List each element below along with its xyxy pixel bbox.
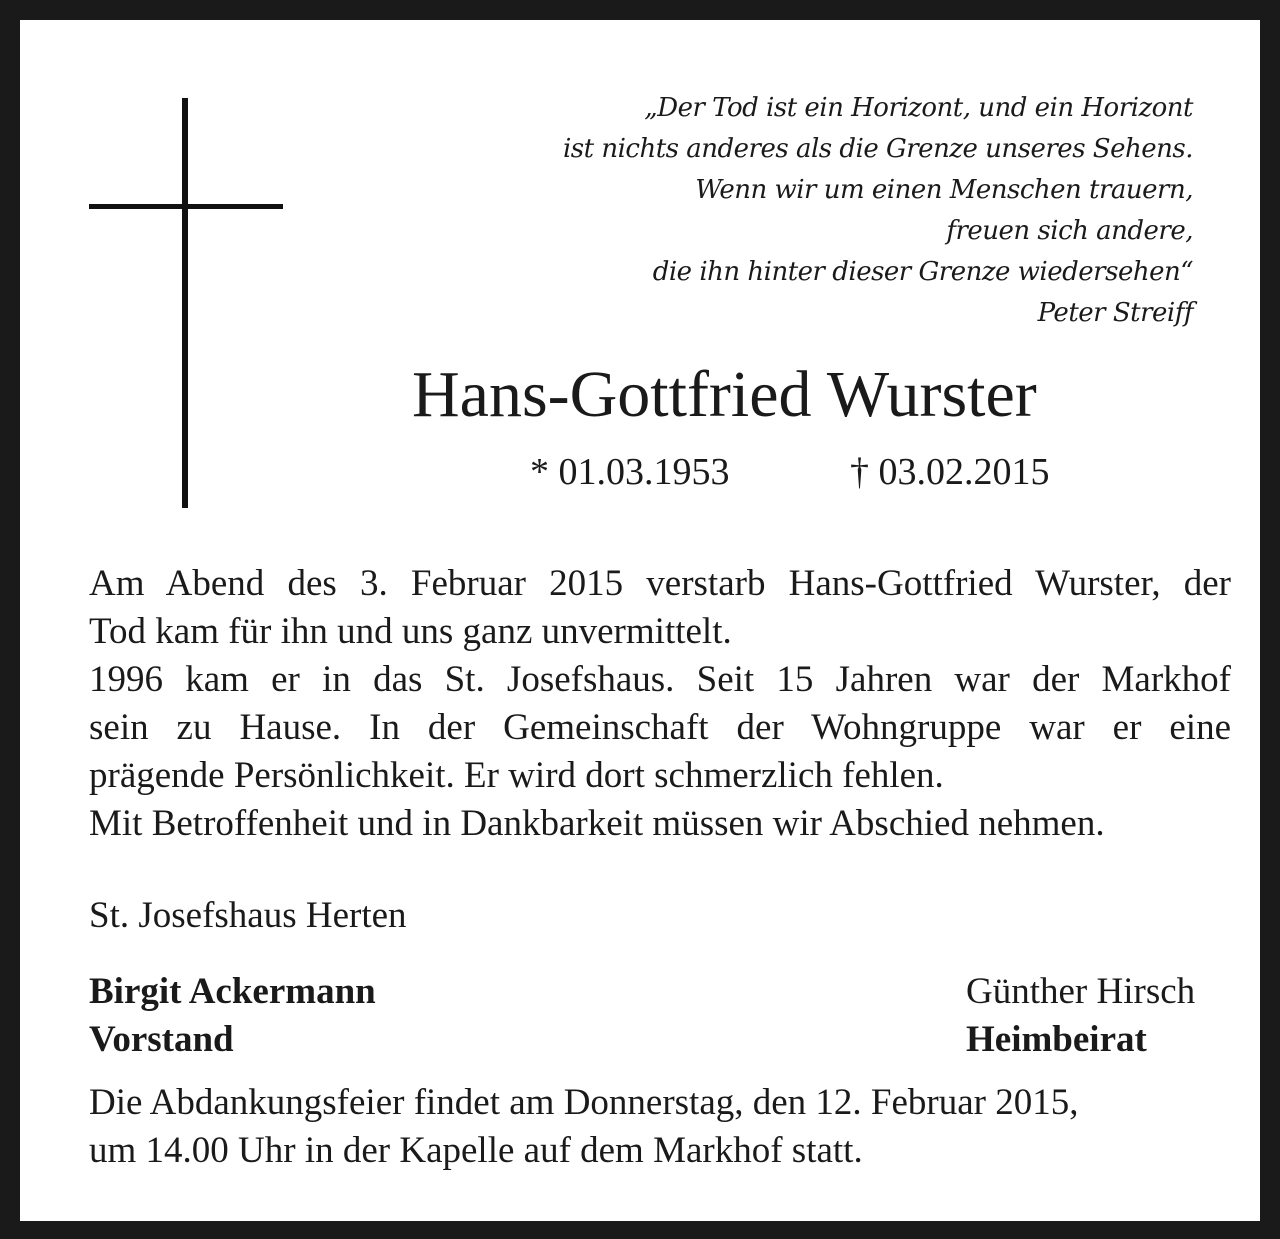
quote-line: freuen sich andere, (946, 216, 1193, 246)
signature-left (89, 968, 376, 1064)
closing-line: um 14.00 Uhr in der Kapelle auf dem Markhof statt. (89, 1130, 863, 1171)
closing-line: Die Abdankungsfeier findet am Donnerstag, den 12. Februar 2015, (89, 1082, 1079, 1123)
obituary-text (89, 560, 1231, 848)
quote-author: Peter Streiff (1037, 298, 1193, 328)
signatory-role: Vorstand (89, 1019, 234, 1060)
quote-line: ist nichts anderes als die Grenze unseres Sehens. (562, 134, 1193, 164)
signature-right (966, 968, 1195, 1064)
quote-line: „Der Tod ist ein Horizont, und ein Horizont (644, 93, 1193, 123)
cross-horizontal-bar (89, 204, 283, 209)
body-line: Am Abend des 3. Februar 2015 verstarb Hans-Gottfried Wurster, der (89, 563, 1231, 604)
quote-line: Wenn wir um einen Menschen trauern, (695, 175, 1193, 205)
memorial-quote (433, 88, 1193, 334)
death-date: † 03.02.2015 (850, 451, 1050, 493)
body-line: sein zu Hause. In der Gemeinschaft der Wohngruppe war er eine (89, 707, 1231, 748)
body-line: Mit Betroffenheit und in Dankbarkeit müssen wir Abschied nehmen. (89, 803, 1105, 844)
body-line: prägende Persönlichkeit. Er wird dort schmerzlich fehlen. (89, 755, 944, 796)
quote-line: die ihn hinter dieser Grenze wiedersehen“ (652, 257, 1193, 287)
birth-date: * 01.03.1953 (530, 451, 730, 493)
organization-name: St. Josefshaus Herten (89, 895, 407, 936)
body-line: 1996 kam er in das St. Josefshaus. Seit 15 Jahren war der Markhof (89, 659, 1231, 700)
signatory-role: Heimbeirat (966, 1019, 1147, 1060)
deceased-name: Hans-Gottfried Wurster (412, 358, 1037, 431)
funeral-announcement (89, 1079, 1231, 1175)
signatory-name: Günther Hirsch (966, 971, 1196, 1012)
body-line: Tod kam für ihn und uns ganz unvermittelt. (89, 611, 732, 652)
signatory-name: Birgit Ackermann (89, 971, 376, 1012)
cross-vertical-bar (182, 98, 188, 508)
